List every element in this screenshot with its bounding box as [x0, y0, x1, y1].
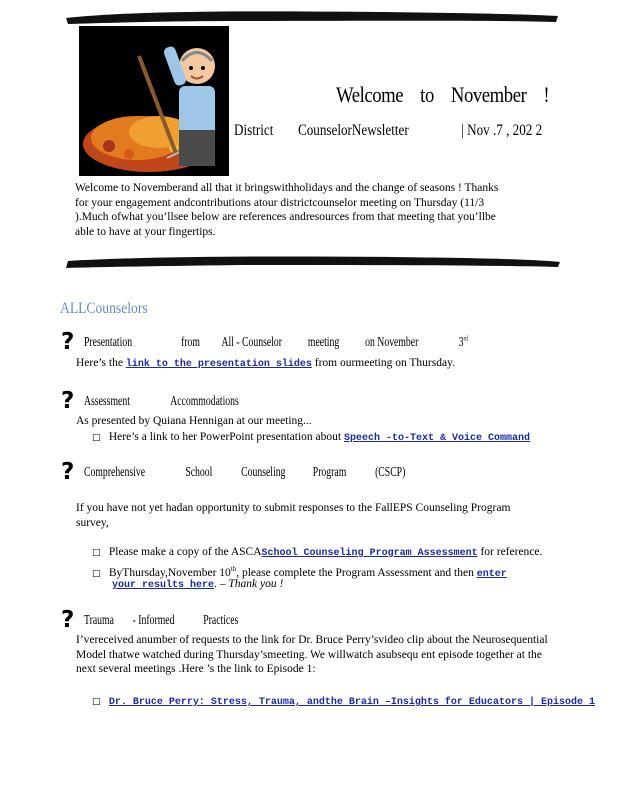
heading-word: School [185, 464, 213, 479]
question-bullet-icon: ? [61, 459, 75, 485]
heading-word: Comprehensive [84, 464, 146, 479]
heading-word: Counseling [241, 464, 286, 479]
presentation-slides-link[interactable]: link to the presentation slides [125, 359, 312, 370]
text-span: Please make a copy of the ASCA [108, 546, 262, 558]
item-heading [84, 393, 239, 409]
text-span: Here’s a link to her PowerPoint presentation about [108, 431, 342, 443]
heading-word: All - Counselor [221, 334, 282, 349]
question-bullet-icon: ? [61, 388, 75, 414]
item-heading [84, 464, 405, 480]
checkbox-bullet-icon: □ [92, 548, 101, 558]
heading-word: Trauma [84, 612, 114, 627]
heading-word: Program [312, 464, 347, 479]
checkbox-bullet-icon: □ [92, 433, 101, 443]
bullet-line [92, 694, 595, 711]
heading-word: Assessment [84, 393, 130, 408]
item-heading [84, 612, 238, 628]
section-title: ALLCounselors [60, 300, 148, 317]
bullet-line-continued [112, 577, 283, 594]
superscript: th [230, 565, 237, 573]
heading-word: Practices [203, 612, 239, 627]
title-word-3: November [450, 82, 527, 107]
heading-word: (CSCP) [375, 464, 406, 479]
text-span: from ourmeeting on Thursday. [314, 357, 455, 369]
bruce-perry-video-link[interactable]: Dr. Bruce Perry: Stress, Trauma, andthe Brain –Insights for Educators | Episode 1 [108, 697, 595, 708]
text-span: . – [214, 578, 226, 590]
title-word-4: ! [543, 82, 550, 107]
subtitle-district: District [234, 122, 274, 139]
heading-word: Presentation [84, 334, 133, 349]
item-heading [84, 334, 468, 350]
newsletter-title [336, 82, 549, 108]
intro-paragraph: Welcome to Novemberand all that it bringswithholidays and the change of seasons ! Thanks for your engagement andcontributions atour districtcounselor meeting on Thursday (11/3 ).Much ofwhat you’llsee below are references andresources from that meeting that you’llbe able to have at your fingertips. [75, 182, 499, 238]
program-assessment-link[interactable]: School Counseling Program Assessment [261, 548, 478, 559]
heading-word: meeting [307, 334, 340, 349]
enter-results-link-part2[interactable]: your results here [112, 580, 215, 591]
speech-to-text-link[interactable]: Speech -to-Text & Voice Command [343, 433, 530, 444]
top-brush-stroke [62, 6, 562, 28]
enter-results-link-part1[interactable]: enter [476, 568, 507, 580]
title-word-2: to [420, 82, 434, 107]
bullet-line [92, 430, 530, 447]
raking-leaves-illustration [79, 26, 229, 176]
newsletter-subtitle [234, 122, 542, 140]
subtitle-date: | Nov .7 , 202 2 [461, 122, 543, 139]
item-paragraph: If you have not yet hadan opportunity to submit responses to the FallEPS Counseling Program survey, [76, 502, 511, 529]
text-span: ByThursday,November 10 [108, 566, 231, 579]
bullet-line [92, 545, 542, 562]
title-word-1: Welcome [336, 82, 404, 107]
heading-word: Accommodations [170, 393, 239, 408]
thank-you-text: Thank you ! [228, 578, 284, 590]
item-text: As presented by Quiana Hennigan at our meeting... [76, 415, 312, 427]
heading-word: on November [365, 334, 419, 349]
heading-word: from [181, 334, 200, 349]
item-paragraph: I’vereceived anumber of requests to the link for Dr. Bruce Perry’svideo clip about the Neurosequential Model thatwe watched during Thursday’smeeting. We willwatch asubsequ ent episode together at the next several meetings .Here ’s the link to Episode 1: [76, 634, 548, 676]
heading-superscript: rd [463, 334, 468, 343]
checkbox-bullet-icon: □ [92, 568, 101, 579]
text-span: Here’s the [76, 357, 123, 369]
text-span: , please complete the Program Assessment and then [236, 566, 474, 579]
subtitle-newsletter: CounselorNewsletter [297, 122, 409, 139]
heading-word: - Informed [132, 612, 175, 627]
text-span: for reference. [480, 546, 543, 558]
item-text [76, 356, 455, 373]
checkbox-bullet-icon: □ [92, 697, 101, 707]
question-bullet-icon: ? [61, 329, 75, 355]
bottom-brush-stroke [62, 251, 562, 273]
question-bullet-icon: ? [61, 607, 75, 633]
heading-word: 3 [458, 334, 464, 349]
